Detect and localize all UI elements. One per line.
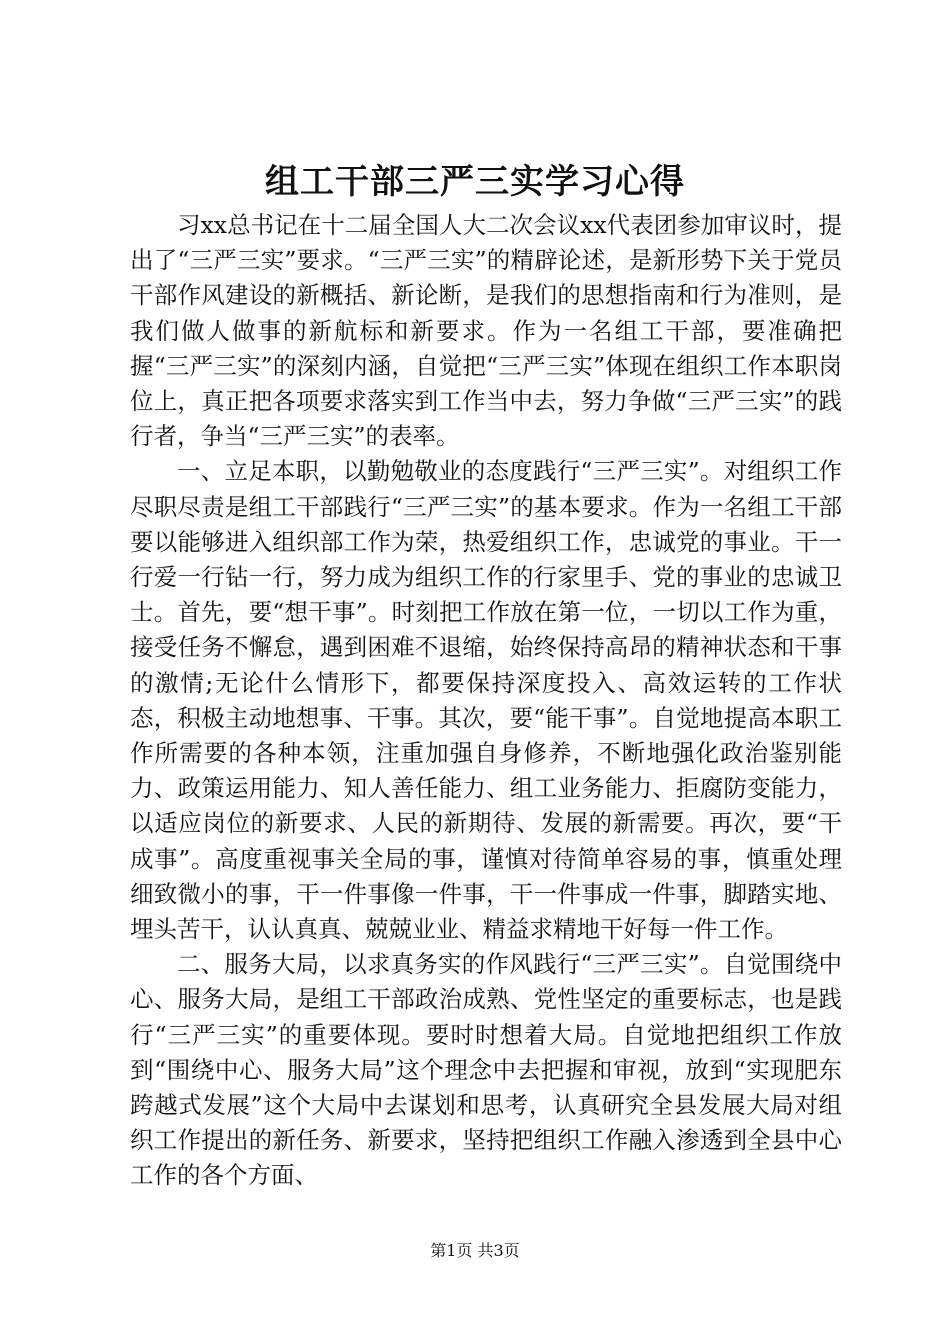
paragraph-section-2: 二、服务大局，以求真务实的作风践行“三严三实”。自觉围绕中心、服务大局，是组工干部政治成熟、党性坚定的重要标志，也是践行“三严三实”的重要体现。要时时想着大局。自觉地把组织工作放到“围绕中心、服务大局”这个理念中去把握和审视，放到“实现肥东跨越式发展”这个大局中去谋划和思考，认真研究全县发展大局对组织工作提出的新任务、新要求，坚持把组织工作融入渗透到全县中心工作的各个方面、 <box>130 950 842 1190</box>
paragraph-intro: 习xx总书记在十二届全国人大二次会议xx代表团参加审议时，提出了“三严三实”要求。“三严三实”的精辟论述，是新形势下关于党员干部作风建设的新概括、新论断，是我们的思想指南和行为准则，是我们做人做事的新航标和新要求。作为一名组工干部，要准确把握“三严三实”的深刻内涵，自觉把“三严三实”体现在组织工作本职岗位上，真正把各项要求落实到工作当中去，努力争做“三严三实”的践行者，争当“三严三实”的表率。 <box>130 211 842 451</box>
document-title: 组工干部三严三实学习心得 <box>265 162 685 202</box>
document-body <box>130 208 842 1194</box>
paragraph-section-1: 一、立足本职，以勤勉敬业的态度践行“三严三实”。对组织工作尽职尽责是组工干部践行“三严三实”的基本要求。作为一名组工干部要以能够进入组织部工作为荣，热爱组织工作，忠诚党的事业。干一行爱一行钻一行，努力成为组织工作的行家里手、党的事业的忠诚卫士。首先，要“想干事”。时刻把工作放在第一位，一切以工作为重，接受任务不懈怠，遇到困难不退缩，始终保持高昂的精神状态和干事的激情;无论什么情形下，都要保持深度投入、高效运转的工作状态，积极主动地想事、干事。其次，要“能干事”。自觉地提高本职工作所需要的各种本领，注重加强自身修养，不断地强化政治鉴别能力、政策运用能力、知人善任能力、组工业务能力、拒腐防变能力，以适应岗位的新要求、人民的新期待、发展的新需要。再次，要“干成事”。高度重视事关全局的事，谨慎对待简单容易的事，慎重处理细致微小的事，干一件事像一件事，干一件事成一件事，脚踏实地、埋头苦干，认认真真、兢兢业业、精益求精地干好每一件工作。 <box>130 457 842 944</box>
page-number-footer: 第1页 共3页 <box>430 1241 520 1260</box>
